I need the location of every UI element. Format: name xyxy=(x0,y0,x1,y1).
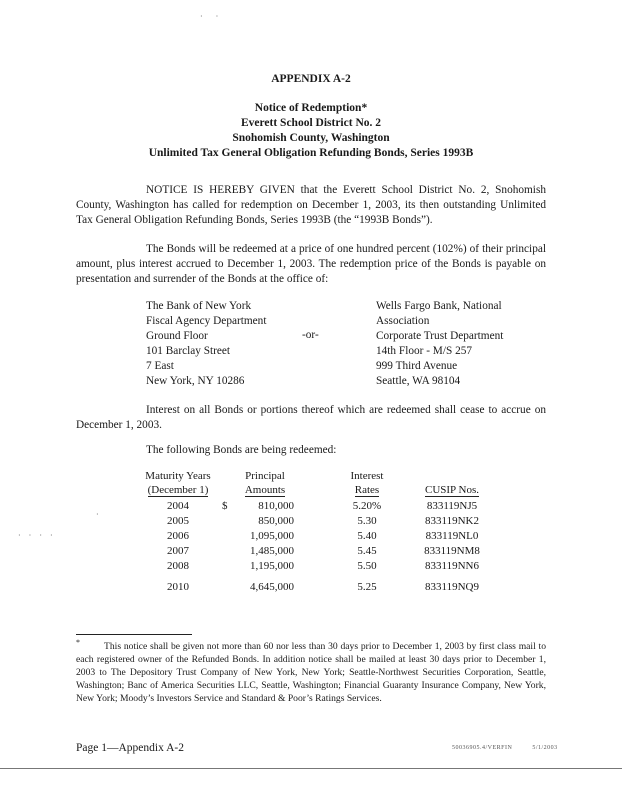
footnote-rule xyxy=(76,634,192,635)
scan-speck: · · xyxy=(200,12,222,21)
bottom-rule xyxy=(0,768,622,769)
footnote-text: This notice shall be given not more than 60 nor less than 30 days prior to December 1, 2003 by first class mail to each registered owner of the Refunded Bonds. In addition notice shall be mailed at least 30 days prior to December 1, 2003 to The Depository Trust Company of New York, New York; Seattle-Northwest Securities Corporation, Seattle, Washington; Banc of America Securities LLC, Seattle, Washington; Financial Guaranty Insurance Company, New York, New York; Moody’s Investors Service and Standard & Poor’s Ratings Services. xyxy=(76,641,546,704)
address-line: Fiscal Agency Department xyxy=(146,315,267,327)
currency-cell xyxy=(222,574,236,595)
spacer-cell xyxy=(294,559,330,574)
interest-rate: 5.45 xyxy=(357,545,377,557)
maturity-year: 2007 xyxy=(167,545,189,557)
spacer-cell xyxy=(294,544,330,559)
maturity-header xyxy=(134,469,222,499)
table-row xyxy=(134,499,500,514)
or-separator: -or- xyxy=(302,329,319,341)
redemption-price-paragraph xyxy=(76,242,546,287)
maturity-year: 2006 xyxy=(167,530,189,542)
table-row xyxy=(134,514,500,529)
address-line: Association xyxy=(376,315,430,327)
paying-agent-right xyxy=(376,299,503,389)
table-header-row xyxy=(134,469,500,499)
interest-rate: 5.20% xyxy=(352,500,382,512)
page-label: Page 1—Appendix A-2 xyxy=(76,742,184,754)
doc-code-text: 50036905.4/VERFIN xyxy=(452,745,513,751)
principal-amount: 810,000 xyxy=(258,500,294,512)
address-line: 101 Barclay Street xyxy=(146,345,231,357)
cusip-number: 833119NM8 xyxy=(424,545,480,557)
address-line: 14th Floor - M/S 257 xyxy=(376,345,473,357)
scan-speck: · · · · xyxy=(18,531,56,540)
notice-title: Notice of Redemption* xyxy=(254,102,368,114)
interest-rate: 5.40 xyxy=(357,530,377,542)
address-line: 7 East xyxy=(146,360,174,372)
header-text: Principal xyxy=(245,470,285,482)
principal-amount: 850,000 xyxy=(258,515,294,527)
header-text: Interest xyxy=(350,470,384,482)
header-text: Rates xyxy=(354,484,380,496)
address-line: Wells Fargo Bank, National xyxy=(376,300,502,312)
interest-header xyxy=(330,469,404,499)
currency-cell xyxy=(222,529,236,544)
county-name: Snohomish County, Washington xyxy=(232,132,390,144)
address-line: 999 Third Avenue xyxy=(376,360,458,372)
interest-cease-text: Interest on all Bonds or portions thereof which are redeemed shall cease to accrue on December 1, 2003. xyxy=(76,404,546,431)
table-row xyxy=(134,544,500,559)
scan-speck: · xyxy=(96,510,102,519)
footnote xyxy=(76,637,546,705)
cusip-number: 833119NN6 xyxy=(425,560,479,572)
cusip-number: 833119NJ5 xyxy=(426,500,478,512)
table-row xyxy=(134,529,500,544)
address-line: New York, NY 10286 xyxy=(146,375,245,387)
bond-maturity-table xyxy=(134,469,500,595)
header-text: CUSIP Nos. xyxy=(425,484,479,496)
address-line: Corporate Trust Department xyxy=(376,330,504,342)
principal-amount: 1,095,000 xyxy=(250,530,294,542)
table-row xyxy=(134,574,500,595)
spacer-cell xyxy=(294,574,330,595)
address-line: Ground Floor xyxy=(146,330,208,342)
currency-symbol: $ xyxy=(222,500,228,512)
notice-paragraph-text: NOTICE IS HEREBY GIVEN that the Everett School District No. 2, Snohomish County, Washington has called for redemption on December 1, 2003, its then outstanding Unlimited Tax General Obligation Refunding Bonds, Series 1993B (the “1993B Bonds”). xyxy=(76,184,546,226)
cusip-number: 833119NL0 xyxy=(425,530,479,542)
header-text: Maturity Years xyxy=(145,470,211,482)
interest-rate: 5.30 xyxy=(357,515,377,527)
principal-amount: 1,485,000 xyxy=(250,545,294,557)
principal-amount: 4,645,000 xyxy=(250,581,294,593)
cusip-number: 833119NK2 xyxy=(425,515,479,527)
spacer-cell xyxy=(294,529,330,544)
maturity-year: 2005 xyxy=(167,515,189,527)
currency-cell xyxy=(222,514,236,529)
cusip-header xyxy=(404,469,500,499)
redemption-price-text: The Bonds will be redeemed at a price of one hundred percent (102%) of their principal amount, plus interest accrued to December 1, 2003. The redemption price of the Bonds is payable on presentation and surrender of the Bonds at the office of: xyxy=(76,243,546,285)
spacer-header xyxy=(294,469,330,499)
cusip-number: 833119NQ9 xyxy=(425,581,479,593)
maturity-year: 2010 xyxy=(167,581,189,593)
bond-series-title: Unlimited Tax General Obligation Refunding Bonds, Series 1993B xyxy=(148,147,474,159)
table-row xyxy=(134,559,500,574)
currency-cell xyxy=(222,559,236,574)
header-text: Amounts xyxy=(244,484,286,496)
doc-date-text: 5/1/2003 xyxy=(532,745,558,751)
maturity-year: 2008 xyxy=(167,560,189,572)
address-line: The Bank of New York xyxy=(146,300,252,312)
document-code xyxy=(452,745,558,751)
interest-cease-paragraph xyxy=(76,403,546,433)
maturity-year: 2004 xyxy=(167,500,189,512)
paying-agent-left xyxy=(146,299,266,389)
footnote-marker: * xyxy=(76,637,80,647)
spacer-cell xyxy=(294,514,330,529)
header-text: (December 1) xyxy=(147,484,209,496)
appendix-title: APPENDIX A-2 xyxy=(271,73,351,85)
principal-amount: 1,195,000 xyxy=(250,560,294,572)
address-line: Seattle, WA 98104 xyxy=(376,375,461,387)
spacer-cell xyxy=(294,499,330,514)
interest-rate: 5.50 xyxy=(357,560,377,572)
interest-rate: 5.25 xyxy=(357,581,377,593)
currency-cell xyxy=(222,544,236,559)
bonds-redeemed-intro xyxy=(76,443,546,458)
principal-header xyxy=(236,469,294,499)
district-name: Everett School District No. 2 xyxy=(241,117,381,129)
bonds-redeemed-text: The following Bonds are being redeemed: xyxy=(146,444,337,456)
notice-paragraph xyxy=(76,183,546,228)
currency-header xyxy=(222,469,236,499)
